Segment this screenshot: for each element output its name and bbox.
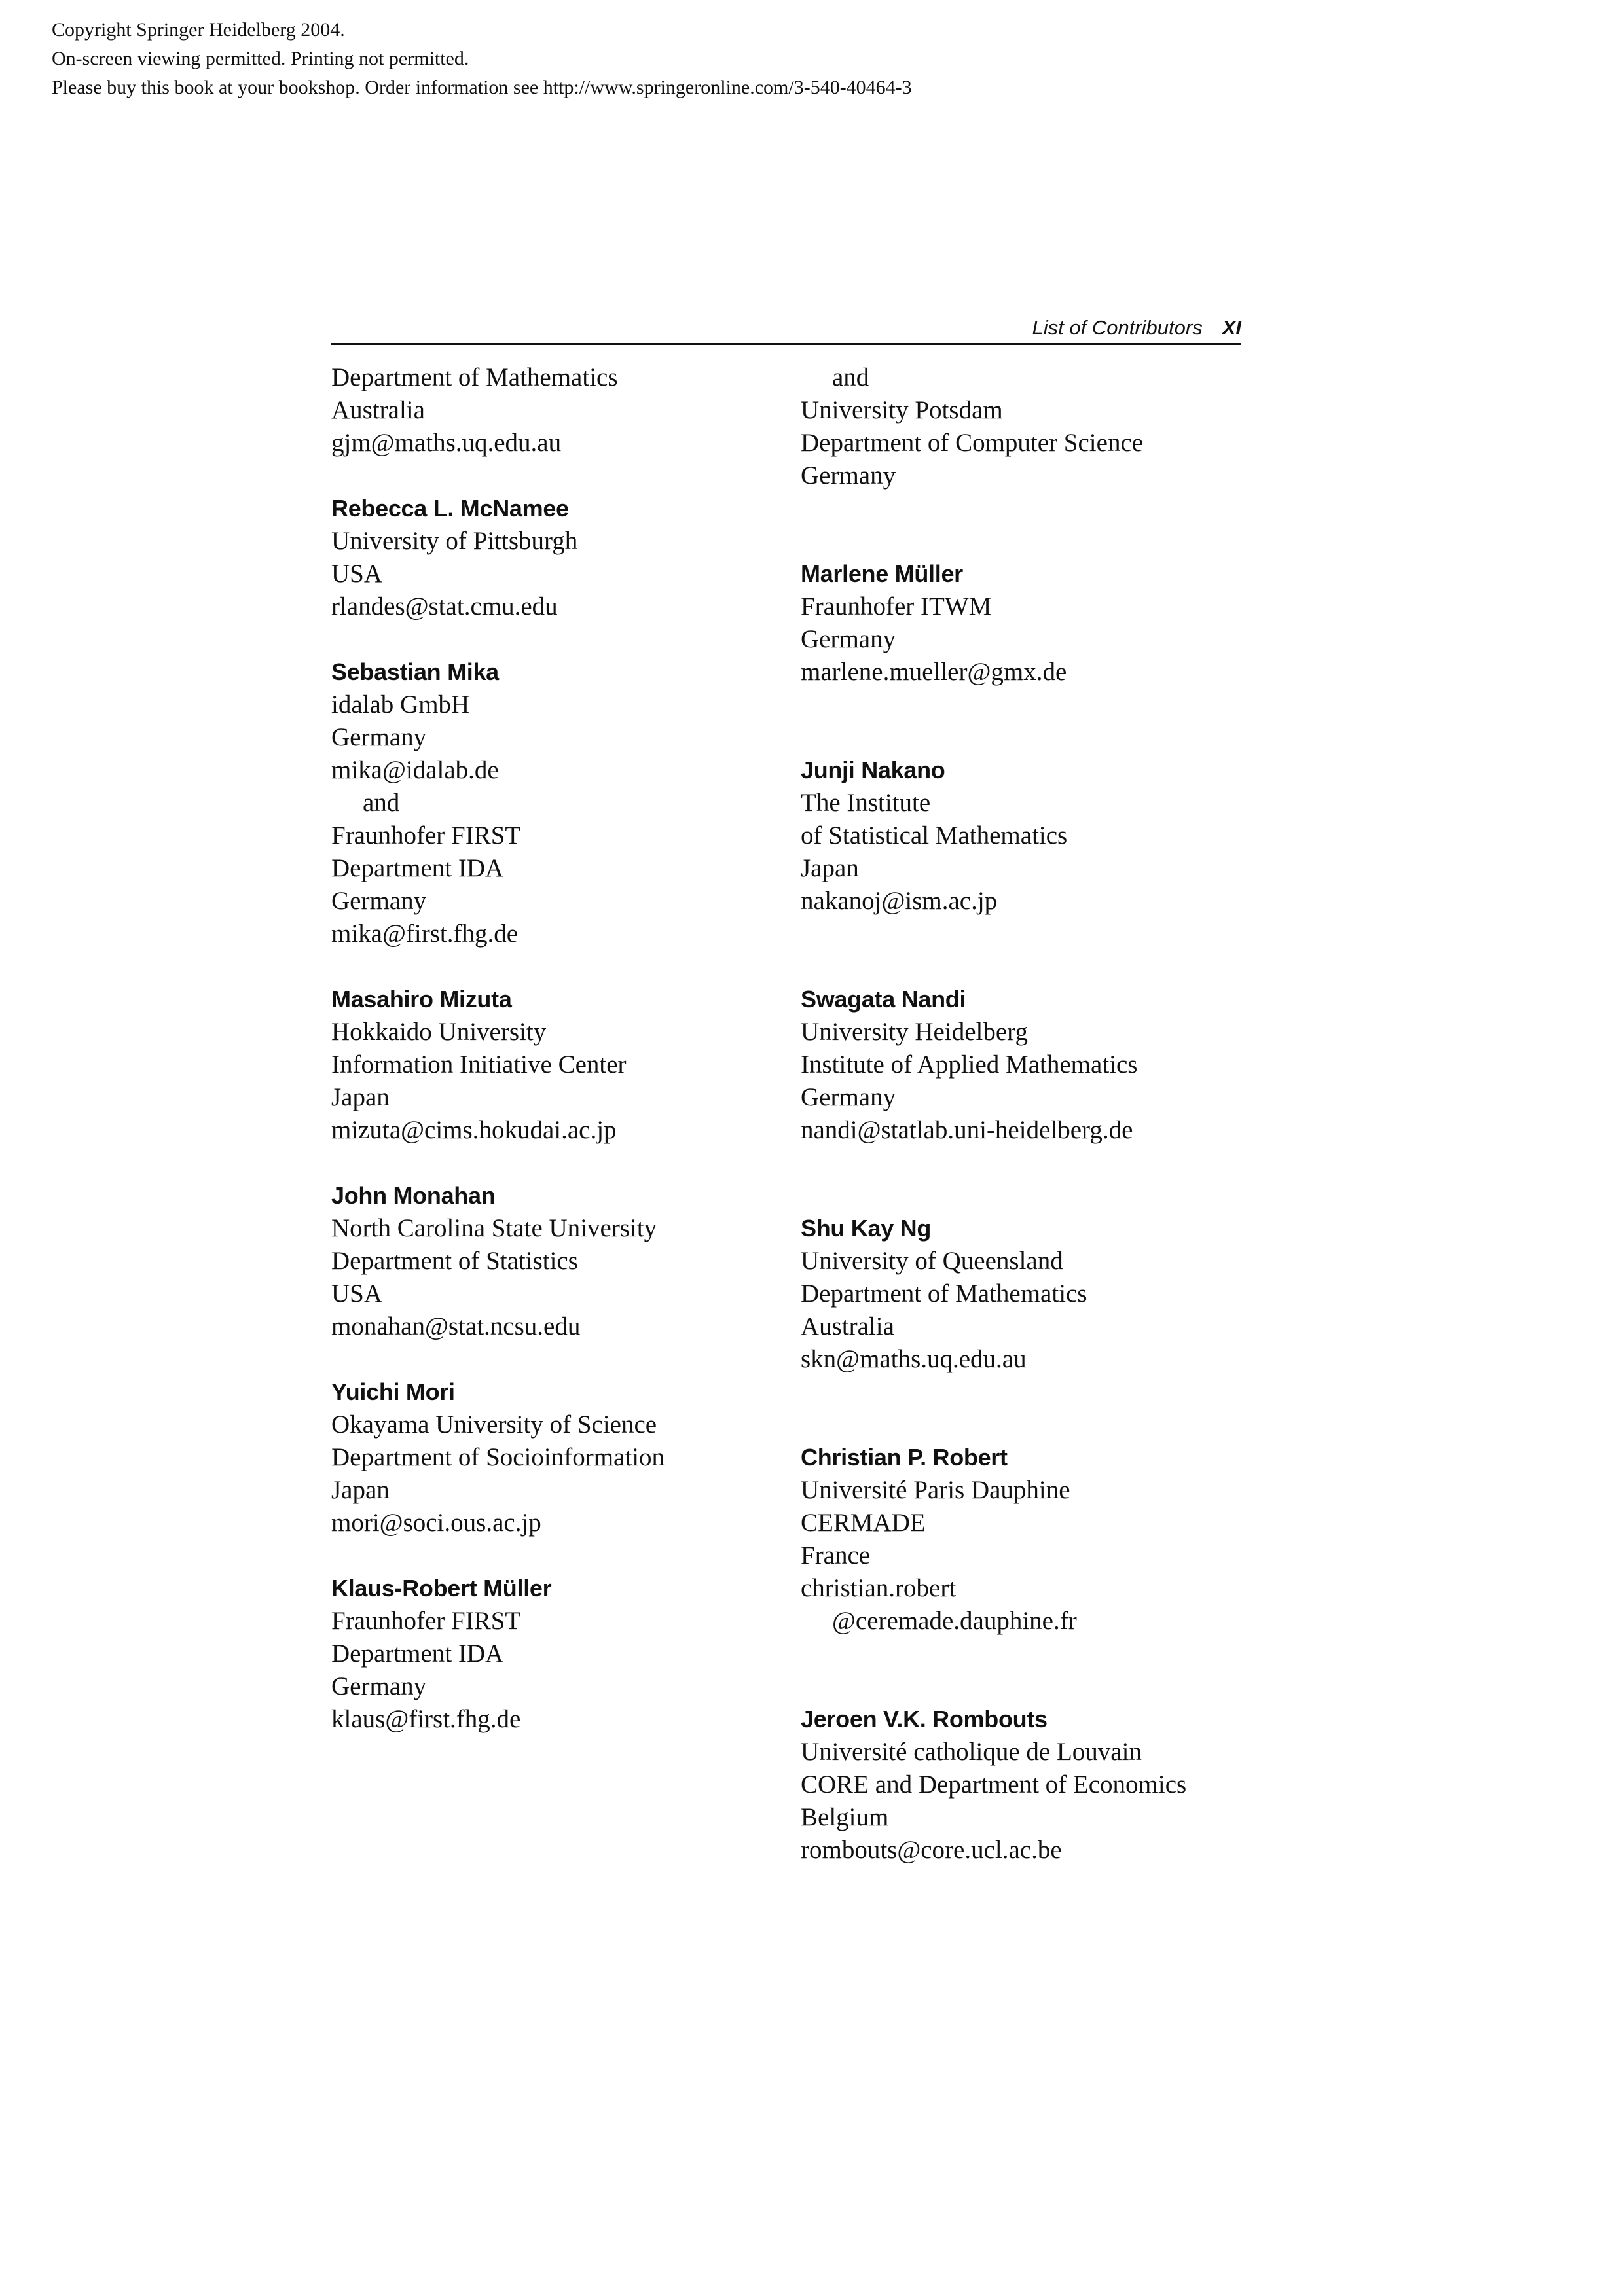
affiliation-line: Australia	[331, 396, 425, 424]
affiliation-line: gjm@maths.uq.edu.au	[331, 429, 562, 457]
contributor-name: John Monahan	[331, 1182, 496, 1209]
affiliation-line: Information Initiative Center	[331, 1050, 627, 1079]
affiliation-line: Germany	[331, 723, 427, 751]
contributor-shu-kay-ng	[801, 1212, 1259, 1376]
contributor-john-monahan	[331, 1179, 790, 1343]
affiliation-line: Germany	[801, 1083, 896, 1111]
affiliation-line: Fraunhofer ITWM	[801, 592, 992, 620]
affiliation-line: University Potsdam	[801, 396, 1003, 424]
affiliation-line: Department of Mathematics	[801, 1280, 1087, 1308]
affiliation-line: France	[801, 1541, 871, 1570]
affiliation-line: Japan	[801, 854, 859, 882]
affiliation-line: and	[832, 363, 869, 391]
affiliation-line: nandi@statlab.uni-heidelberg.de	[801, 1116, 1133, 1144]
affiliation-line: Université Paris Dauphine	[801, 1476, 1070, 1504]
contributor-continuation	[801, 361, 1259, 492]
affiliation-line: monahan@stat.ncsu.edu	[331, 1312, 581, 1340]
affiliation-line: mizuta@cims.hokudai.ac.jp	[331, 1116, 617, 1144]
contributor-name: Christian P. Robert	[801, 1444, 1008, 1471]
affiliation-line: University of Pittsburgh	[331, 527, 578, 555]
affiliation-line: Department IDA	[331, 1640, 504, 1668]
contributor-klaus-robert-muller	[331, 1572, 790, 1736]
affiliation-line: of Statistical Mathematics	[801, 821, 1068, 850]
affiliation-line: Department of Computer Science	[801, 429, 1144, 457]
affiliation-line: Department of Socioinformation	[331, 1443, 665, 1471]
page-number: XI	[1222, 316, 1241, 339]
affiliation-line: Germany	[801, 625, 896, 653]
copyright-notice	[52, 16, 912, 102]
copyright-line: On-screen viewing permitted. Printing not permitted.	[52, 48, 469, 69]
affiliation-line: @ceremade.dauphine.fr	[832, 1607, 1077, 1635]
affiliation-line: Germany	[801, 461, 896, 490]
contributor-jeroen-v-k-rombouts	[801, 1703, 1259, 1867]
contributor-name: Rebecca L. McNamee	[331, 495, 569, 522]
affiliation-line: mori@soci.ous.ac.jp	[331, 1509, 541, 1537]
contributor-swagata-nandi	[801, 983, 1259, 1147]
affiliation-line: Fraunhofer FIRST	[331, 821, 521, 850]
contributor-name: Klaus-Robert Müller	[331, 1575, 552, 1602]
affiliation-line: marlene.mueller@gmx.de	[801, 658, 1067, 686]
affiliation-line: skn@maths.uq.edu.au	[801, 1345, 1027, 1373]
contributor-name: Masahiro Mizuta	[331, 986, 512, 1013]
affiliation-line: Japan	[331, 1083, 390, 1111]
affiliation-line: North Carolina State University	[331, 1214, 657, 1242]
affiliation-line: mika@first.fhg.de	[331, 920, 519, 948]
affiliation-line: Department of Statistics	[331, 1247, 578, 1275]
affiliation-line: Germany	[331, 1672, 427, 1700]
running-head	[331, 313, 1241, 345]
affiliation-line: Germany	[331, 887, 427, 915]
affiliation-line: klaus@first.fhg.de	[331, 1705, 521, 1733]
contributor-name: Jeroen V.K. Rombouts	[801, 1706, 1048, 1732]
right-column	[801, 361, 1259, 1867]
affiliation-line: CERMADE	[801, 1509, 926, 1537]
contributor-yuichi-mori	[331, 1376, 790, 1539]
contributor-continuation	[331, 361, 790, 459]
contributor-marlene-muller	[801, 558, 1259, 689]
contributor-christian-p-robert	[801, 1441, 1259, 1638]
affiliation-line: nakanoj@ism.ac.jp	[801, 887, 998, 915]
contributor-name: Yuichi Mori	[331, 1378, 455, 1405]
copyright-line: Please buy this book at your bookshop. Order information see http://www.springeronline.com/3-540-40464-3	[52, 77, 912, 98]
running-head-title: List of Contributors	[1032, 316, 1203, 339]
contributor-name: Marlene Müller	[801, 560, 963, 587]
contributor-name: Swagata Nandi	[801, 986, 966, 1013]
contributor-junji-nakano	[801, 754, 1259, 918]
contributor-sebastian-mika	[331, 656, 790, 950]
affiliation-line: University Heidelberg	[801, 1018, 1028, 1046]
affiliation-line: The Institute	[801, 789, 931, 817]
contributor-rebecca-l-mcnamee	[331, 492, 790, 623]
affiliation-line: Japan	[331, 1476, 390, 1504]
affiliation-line: Université catholique de Louvain	[801, 1738, 1142, 1766]
copyright-line: Copyright Springer Heidelberg 2004.	[52, 19, 345, 41]
affiliation-line: christian.robert	[801, 1574, 957, 1602]
affiliation-line: rlandes@stat.cmu.edu	[331, 592, 558, 620]
affiliation-line: USA	[331, 1280, 383, 1308]
affiliation-line: Department of Mathematics	[331, 363, 618, 391]
affiliation-line: Institute of Applied Mathematics	[801, 1050, 1138, 1079]
contributor-name: Junji Nakano	[801, 757, 945, 783]
affiliation-line: and	[363, 789, 400, 817]
affiliation-line: CORE and Department of Economics	[801, 1770, 1187, 1799]
affiliation-line: idalab GmbH	[331, 691, 470, 719]
left-column	[331, 361, 790, 1736]
affiliation-line: USA	[331, 560, 383, 588]
affiliation-line: rombouts@core.ucl.ac.be	[801, 1836, 1062, 1864]
affiliation-line: Fraunhofer FIRST	[331, 1607, 521, 1635]
affiliation-line: Belgium	[801, 1803, 889, 1831]
affiliation-line: Australia	[801, 1312, 894, 1340]
affiliation-line: Department IDA	[331, 854, 504, 882]
contributor-masahiro-mizuta	[331, 983, 790, 1147]
affiliation-line: mika@idalab.de	[331, 756, 499, 784]
affiliation-line: University of Queensland	[801, 1247, 1063, 1275]
affiliation-line: Okayama University of Science	[331, 1410, 657, 1439]
contributor-name: Sebastian Mika	[331, 658, 499, 685]
contributor-name: Shu Kay Ng	[801, 1215, 932, 1242]
affiliation-line: Hokkaido University	[331, 1018, 547, 1046]
